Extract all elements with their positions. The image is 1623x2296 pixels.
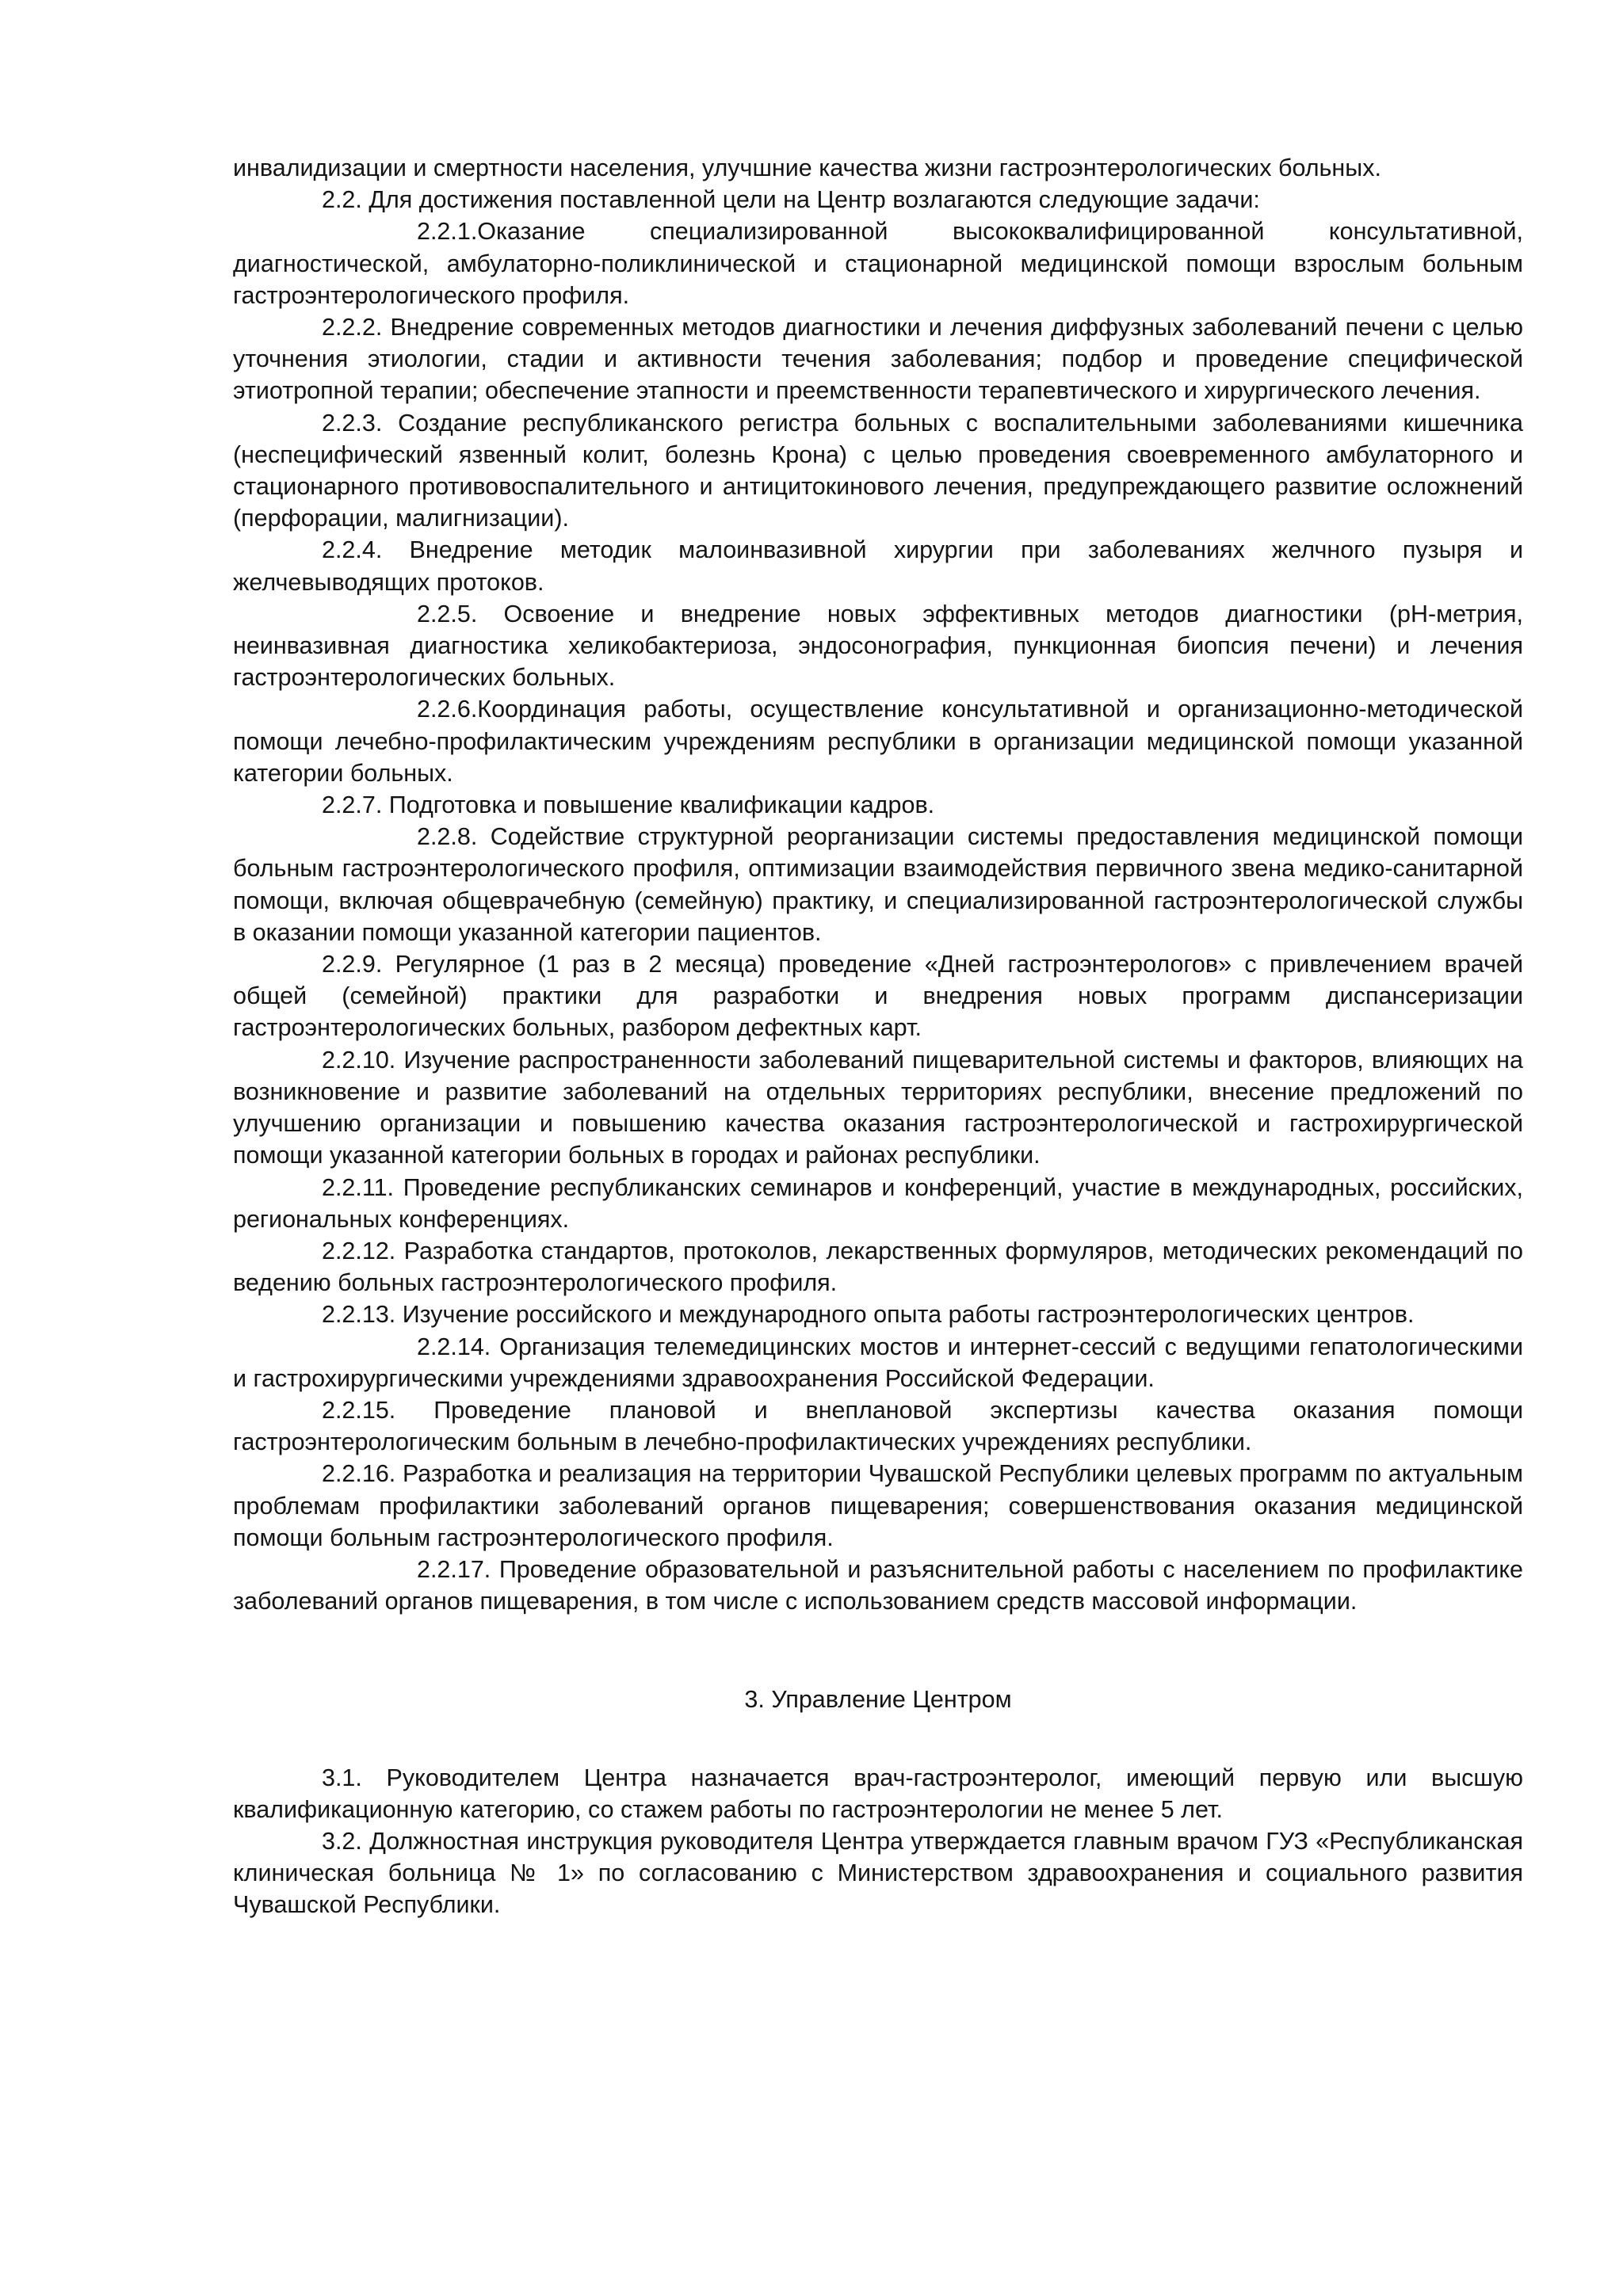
paragraph-2-2-14: 2.2.14. Организация телемедицинских мостов и интернет-сессий с ведущими гепатологическими и гастрохирургическими учреждениями здравоохранения Российской Федерации.: [233, 1333, 1523, 1392]
paragraph-2-2-3: 2.2.3. Создание республиканского регистра больных с воспалительными заболеваниями кишечника (неспецифический язвенный колит, болезнь Крона) с целью проведения своевременного амбулаторного и стационарного противовоспалительного и антицитокинового лечения, предупреждающего развитие осложнений (перфорации, малигнизации).: [233, 409, 1523, 532]
paragraph-2-2-11: 2.2.11. Проведение республиканских семинаров и конференций, участие в международных, российских, региональных конференциях.: [233, 1173, 1523, 1233]
paragraph-2-2-13: 2.2.13. Изучение российского и международного опыта работы гастроэнтерологических центров.: [322, 1301, 1415, 1329]
paragraph-2-2-12: 2.2.12. Разработка стандартов, протоколов, лекарственных формуляров, методических рекомендаций по ведению больных гастроэнтерологического профиля.: [233, 1237, 1523, 1297]
document-page: [233, 152, 1523, 1921]
paragraph-2-2-5: 2.2.5. Освоение и внедрение новых эффективных методов диагностики (рН-метрия, неинвазивная диагностика хеликобактериоза, эндосонография, пункционная биопсия печени) и лечения гастроэнтерологических больных.: [233, 600, 1523, 692]
paragraph-2-2: 2.2. Для достижения поставленной цели на Центр возлагаются следующие задачи:: [322, 186, 1260, 214]
paragraph-2-2-1: 2.2.1.Оказание специализированной высококвалифицированной консультативной, диагностической, амбулаторно-поликлинической и стационарной медицинской помощи взрослым больным гастроэнтерологического профиля.: [233, 218, 1523, 309]
paragraph-2-2-15: 2.2.15. Проведение плановой и внеплановой экспертизы качества оказания помощи гастроэнтерологическим больным в лечебно-профилактических учреждениях республики.: [233, 1396, 1523, 1456]
paragraph-3-2: 3.2. Должностная инструкция руководителя Центра утверждается главным врачом ГУЗ «Республиканская клиническая больница № 1» по согласованию с Министерством здравоохранения и социального развития Чувашской Республики.: [233, 1827, 1523, 1919]
paragraph-2-2-4: 2.2.4. Внедрение методик малоинвазивной хирургии при заболеваниях желчного пузыря и желчевыводящих протоков.: [233, 536, 1523, 596]
paragraph-2-2-6: 2.2.6.Координация работы, осуществление консультативной и организационно-методической помощи лечебно-профилактическим учреждениям республики в организации медицинской помощи указанной категории больных.: [233, 696, 1523, 787]
paragraph-2-2-10: 2.2.10. Изучение распространенности заболеваний пищеварительной системы и факторов, влияющих на возникновение и развитие заболеваний на отдельных территориях республики, внесение предложений по улучшению организации и повышению качества оказания гастроэнтерологической и гастрохирургической помощи указанной категории больных в городах и районах республики.: [233, 1046, 1523, 1169]
paragraph-2-2-9: 2.2.9. Регулярное (1 раз в 2 месяца) проведение «Дней гастроэнтерологов» с привлечением врачей общей (семейной) практики для разработки и внедрения новых программ диспансеризации гастроэнтерологических больных, разбором дефектных карт.: [233, 951, 1523, 1042]
paragraph-2-2-17: 2.2.17. Проведение образовательной и разъяснительной работы с населением по профилактике заболеваний органов пищеварения, в том числе с использованием средств массовой информации.: [233, 1555, 1523, 1615]
section-heading: 3. Управление Центром: [744, 1686, 1012, 1714]
paragraph-2-2-2: 2.2.2. Внедрение современных методов диагностики и лечения диффузных заболеваний печени с целью уточнения этиологии, стадии и активности течения заболевания; подбор и проведение специфической этиотропной терапии; обеспечение этапности и преемственности терапевтического и хирургического лечения.: [233, 314, 1523, 405]
paragraph-2-2-16: 2.2.16. Разработка и реализация на территории Чувашской Республики целевых программ по актуальным проблемам профилактики заболеваний органов пищеварения; совершенствования оказания медицинской помощи больным гастроэнтерологического профиля.: [233, 1460, 1523, 1551]
paragraph-3-1: 3.1. Руководителем Центра назначается врач-гастроэнтеролог, имеющий первую или высшую квалификационную категорию, со стажем работы по гастроэнтерологии не менее 5 лет.: [233, 1764, 1523, 1823]
paragraph-2-2-8: 2.2.8. Содействие структурной реорганизации системы предоставления медицинской помощи больным гастроэнтерологического профиля, оптимизации взаимодействия первичного звена медико-санитарной помощи, включая общеврачебную (семейную) практику, и специализированной гастроэнтерологической службы в оказании помощи указанной категории пациентов.: [233, 823, 1523, 946]
paragraph-2-2-7: 2.2.7. Подготовка и повышение квалификации кадров.: [322, 791, 935, 819]
paragraph-continuation: инвалидизации и смертности населения, улучшние качества жизни гастроэнтерологических больных.: [233, 154, 1381, 181]
